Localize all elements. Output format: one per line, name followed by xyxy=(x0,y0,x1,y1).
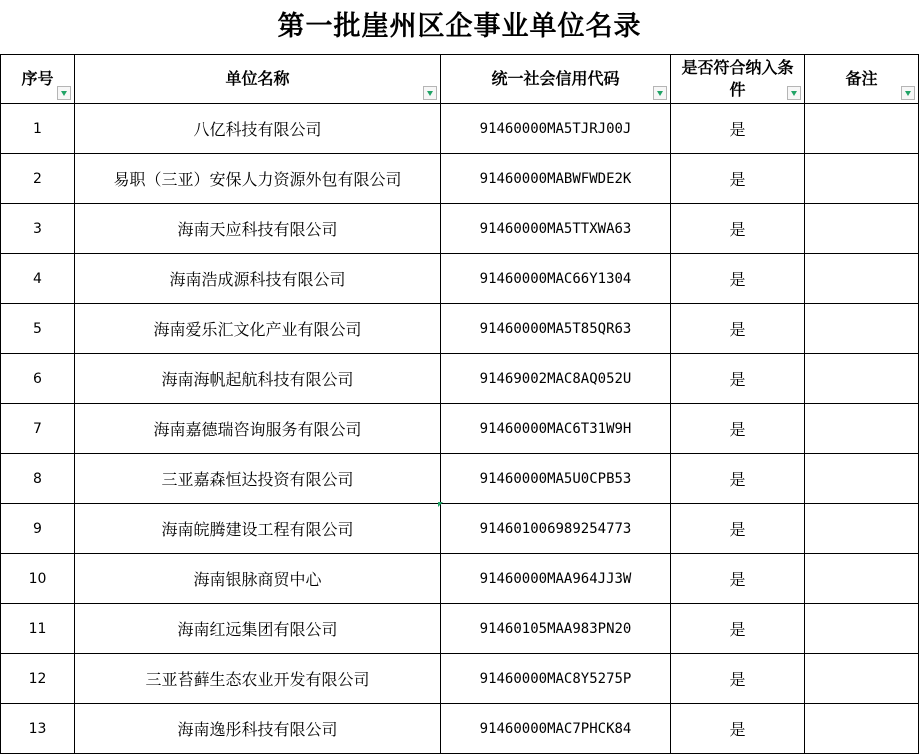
header-seq[interactable] xyxy=(1,55,75,104)
cell-comment-marker-icon xyxy=(438,502,443,507)
header-seq-label: 序号 xyxy=(21,69,54,88)
cell-seq[interactable]: 5 xyxy=(1,304,75,354)
filter-dropdown-icon[interactable] xyxy=(423,86,437,100)
cell-remark[interactable] xyxy=(805,204,919,254)
cell-name[interactable]: 海南皖腾建设工程有限公司 xyxy=(75,504,441,554)
cell-remark[interactable] xyxy=(805,354,919,404)
cell-seq[interactable]: 8 xyxy=(1,454,75,504)
cell-seq[interactable]: 3 xyxy=(1,204,75,254)
cell-name[interactable]: 海南红远集团有限公司 xyxy=(75,604,441,654)
cell-seq[interactable]: 10 xyxy=(1,554,75,604)
cell-eligible[interactable]: 是 xyxy=(671,354,805,404)
table-row xyxy=(1,604,919,654)
cell-code[interactable]: 91460000MAC8Y5275P xyxy=(441,654,671,704)
table-body xyxy=(1,104,919,754)
table-row xyxy=(1,654,919,704)
cell-eligible[interactable]: 是 xyxy=(671,154,805,204)
cell-remark[interactable] xyxy=(805,504,919,554)
cell-name[interactable]: 八亿科技有限公司 xyxy=(75,104,441,154)
header-row xyxy=(1,55,919,104)
company-table xyxy=(0,54,919,754)
table-row xyxy=(1,704,919,754)
cell-name[interactable]: 海南嘉德瑞咨询服务有限公司 xyxy=(75,404,441,454)
cell-seq[interactable]: 11 xyxy=(1,604,75,654)
cell-eligible[interactable]: 是 xyxy=(671,704,805,754)
cell-eligible[interactable]: 是 xyxy=(671,104,805,154)
cell-seq[interactable]: 7 xyxy=(1,404,75,454)
filter-dropdown-icon[interactable] xyxy=(901,86,915,100)
header-name-label: 单位名称 xyxy=(225,69,290,88)
cell-eligible[interactable]: 是 xyxy=(671,604,805,654)
cell-eligible[interactable]: 是 xyxy=(671,304,805,354)
cell-seq[interactable]: 6 xyxy=(1,354,75,404)
cell-name[interactable]: 海南海帆起航科技有限公司 xyxy=(75,354,441,404)
table-row xyxy=(1,554,919,604)
cell-eligible[interactable]: 是 xyxy=(671,404,805,454)
cell-name[interactable]: 海南银脉商贸中心 xyxy=(75,554,441,604)
cell-remark[interactable] xyxy=(805,604,919,654)
header-eligible[interactable] xyxy=(671,55,805,104)
cell-remark[interactable] xyxy=(805,404,919,454)
cell-name[interactable]: 易职（三亚）安保人力资源外包有限公司 xyxy=(75,154,441,204)
cell-name[interactable]: 海南逸彤科技有限公司 xyxy=(75,704,441,754)
cell-seq[interactable]: 1 xyxy=(1,104,75,154)
cell-eligible[interactable]: 是 xyxy=(671,654,805,704)
table-row xyxy=(1,454,919,504)
sheet-title[interactable]: 第一批崖州区企事业单位名录 xyxy=(277,11,642,42)
table-row xyxy=(1,504,919,554)
table-row xyxy=(1,204,919,254)
filter-dropdown-icon[interactable] xyxy=(653,86,667,100)
cell-name[interactable]: 海南浩成源科技有限公司 xyxy=(75,254,441,304)
table-row xyxy=(1,404,919,454)
cell-remark[interactable] xyxy=(805,704,919,754)
cell-code[interactable]: 91460000MAA964JJ3W xyxy=(441,554,671,604)
filter-dropdown-icon[interactable] xyxy=(57,86,71,100)
header-remark[interactable] xyxy=(805,55,919,104)
header-eligible-label: 是否符合纳入条件 xyxy=(681,58,794,99)
cell-code[interactable]: 91460000MAC66Y1304 xyxy=(441,254,671,304)
cell-code[interactable]: 91460000MA5T85QR63 xyxy=(441,304,671,354)
table-row xyxy=(1,304,919,354)
cell-code[interactable]: 91460000MA5TTXWA63 xyxy=(441,204,671,254)
cell-name[interactable]: 三亚苔藓生态农业开发有限公司 xyxy=(75,654,441,704)
cell-seq[interactable]: 4 xyxy=(1,254,75,304)
cell-code[interactable]: 91460000MAC7PHCK84 xyxy=(441,704,671,754)
cell-name[interactable]: 海南天应科技有限公司 xyxy=(75,204,441,254)
cell-eligible[interactable]: 是 xyxy=(671,204,805,254)
cell-name[interactable]: 海南爱乐汇文化产业有限公司 xyxy=(75,304,441,354)
header-code[interactable] xyxy=(441,55,671,104)
cell-code[interactable]: 91460000MAC6T31W9H xyxy=(441,404,671,454)
cell-remark[interactable] xyxy=(805,104,919,154)
cell-remark[interactable] xyxy=(805,454,919,504)
cell-eligible[interactable]: 是 xyxy=(671,504,805,554)
cell-remark[interactable] xyxy=(805,554,919,604)
cell-code[interactable]: 914601006989254773 xyxy=(441,504,671,554)
table-row xyxy=(1,254,919,304)
header-remark-label: 备注 xyxy=(845,69,878,88)
cell-remark[interactable] xyxy=(805,654,919,704)
cell-code[interactable]: 91469002MAC8AQ052U xyxy=(441,354,671,404)
cell-eligible[interactable]: 是 xyxy=(671,254,805,304)
cell-remark[interactable] xyxy=(805,304,919,354)
header-name[interactable] xyxy=(75,55,441,104)
cell-code[interactable]: 91460000MA5TJRJ00J xyxy=(441,104,671,154)
cell-remark[interactable] xyxy=(805,254,919,304)
cell-eligible[interactable]: 是 xyxy=(671,554,805,604)
cell-seq[interactable]: 2 xyxy=(1,154,75,204)
cell-remark[interactable] xyxy=(805,154,919,204)
cell-name[interactable]: 三亚嘉森恒达投资有限公司 xyxy=(75,454,441,504)
filter-dropdown-icon[interactable] xyxy=(787,86,801,100)
cell-seq[interactable]: 13 xyxy=(1,704,75,754)
cell-code[interactable]: 91460000MABWFWDE2K xyxy=(441,154,671,204)
header-code-label: 统一社会信用代码 xyxy=(491,69,620,88)
cell-code[interactable]: 91460000MA5U0CPB53 xyxy=(441,454,671,504)
cell-seq[interactable]: 12 xyxy=(1,654,75,704)
cell-eligible[interactable]: 是 xyxy=(671,454,805,504)
table-row xyxy=(1,354,919,404)
table-row xyxy=(1,154,919,204)
table-row xyxy=(1,104,919,154)
cell-seq[interactable]: 9 xyxy=(1,504,75,554)
cell-code[interactable]: 91460105MAA983PN20 xyxy=(441,604,671,654)
